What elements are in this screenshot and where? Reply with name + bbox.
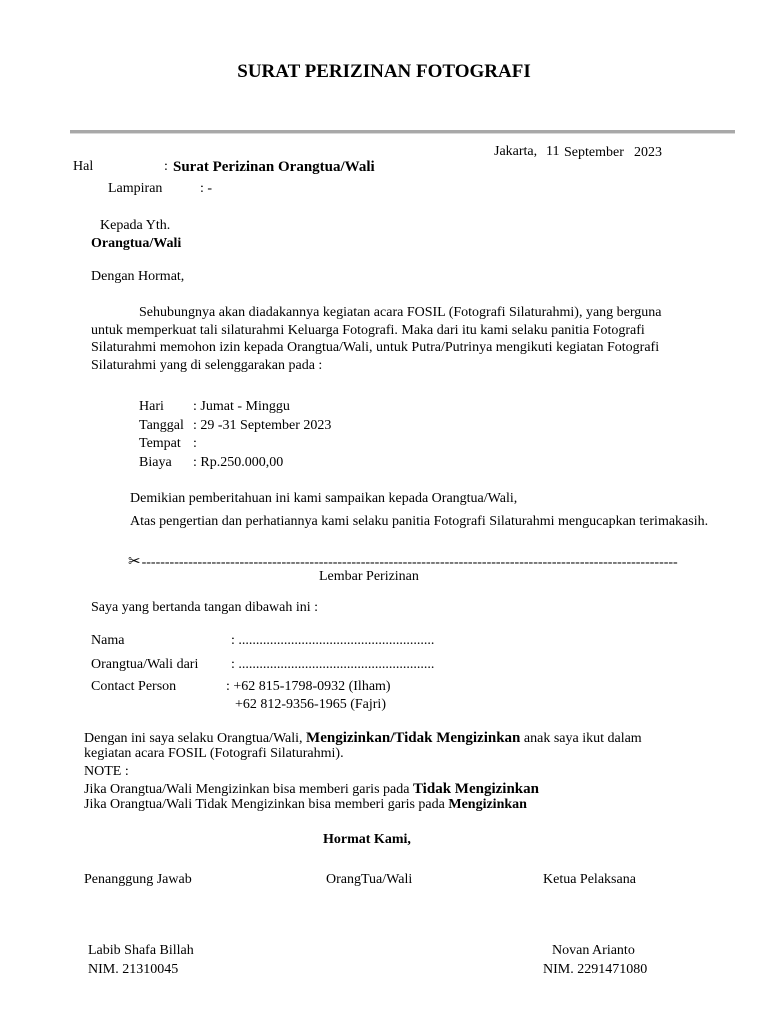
statement-line-2: kegiatan acara FOSIL (Fotografi Silaturahmi). [84,746,344,761]
closing-line-1: Demikian pemberitahuan ini kami sampaikan kepada Orangtua/Wali, [130,491,518,506]
note-line-2 [84,797,527,814]
form-contact-label: Contact Person [91,679,177,694]
regards: Hormat Kami, [323,832,411,847]
note-line-2-bold: Mengizinkan [448,797,527,812]
detail-value-biaya: : Rp.250.000,00 [193,455,284,470]
letter-date-year: 2023 [634,145,662,160]
signature-role-right: Ketua Pelaksana [543,872,636,887]
slip-title: Lembar Perizinan [319,569,419,584]
form-wali-field: : ........................................................ [231,657,435,672]
scissors-icon: ✂ [128,554,141,570]
note-line-1-bold: Tidak Mengizinkan [412,781,539,797]
letter-date-month: September [564,145,624,160]
form-contact-2: +62 812-9356-1965 (Fajri) [235,697,386,712]
detail-label-biaya: Biaya [139,455,172,470]
statement-choice: Mengizinkan/Tidak Mengizinkan [306,730,521,746]
attachment-value: : - [200,181,213,196]
form-nama-field: : ........................................................ [231,633,435,648]
statement-text-2: anak saya ikut dalam [523,731,642,746]
statement-line-1 [84,729,642,748]
note-line-1-text: Jika Orangtua/Wali Mengizinkan bisa memberi garis pada [84,782,410,797]
header-divider [70,130,735,134]
detail-value-tanggal: : 29 -31 September 2023 [193,418,332,433]
page-title: SURAT PERIZINAN FOTOGRAFI [237,61,531,82]
recipient-to: Kepada Yth. [100,218,171,233]
recipient-name: Orangtua/Wali [91,236,182,251]
note-line-1 [84,780,539,799]
greeting: Dengan Hormat, [91,269,185,284]
note-label: NOTE : [84,764,129,779]
letter-date-day: 11 [546,144,560,159]
signature-nim-left: NIM. 21310045 [88,962,179,977]
letter-date-city: Jakarta, [494,144,538,159]
subject-value: Surat Perizinan Orangtua/Wali [173,159,375,175]
attachment-label: Lampiran [108,181,163,196]
body-paragraph: Sehubungnya akan diadakannya kegiatan acara FOSIL (Fotografi Silaturahmi), yang berguna untuk memperkuat tali silaturahmi Keluarga Fotografi. Maka dari itu kami selaku panitia Fotografi Silaturahmi memohon izin kepada Orangtua/Wali, untuk Putra/Putrinya mengikuti kegiatan Fotografi Silaturahmi yang di selenggarakan pada : [91,305,662,373]
signature-role-middle: OrangTua/Wali [326,872,413,887]
note-line-2-text: Jika Orangtua/Wali Tidak Mengizinkan bisa memberi garis pada [84,797,445,812]
detail-label-tempat: Tempat [139,436,181,451]
detail-value-tempat: : [193,436,197,451]
detail-label-tanggal: Tanggal [139,418,184,433]
cut-dashes: ------------------------------------------------------------------------------------------------------------------- [141,555,678,570]
subject-label: Hal [73,159,94,174]
signature-role-left: Penanggung Jawab [84,872,192,887]
signature-name-right: Novan Arianto [552,943,635,958]
detail-value-hari: : Jumat - Minggu [193,399,290,414]
detail-label-hari: Hari [139,399,164,414]
slip-intro: Saya yang bertanda tangan dibawah ini : [91,600,319,615]
form-contact-1: : +62 815-1798-0932 (Ilham) [226,679,391,694]
closing-line-2: Atas pengertian dan perhatiannya kami selaku panitia Fotografi Silaturahmi mengucapkan terimakasih. [130,514,709,529]
form-wali-label: Orangtua/Wali dari [91,657,199,672]
subject-colon: : [164,159,168,174]
signature-nim-right: NIM. 2291471080 [543,962,648,977]
statement-text-1: Dengan ini saya selaku Orangtua/Wali, [84,731,303,746]
signature-name-left: Labib Shafa Billah [88,943,194,958]
form-nama-label: Nama [91,633,125,648]
